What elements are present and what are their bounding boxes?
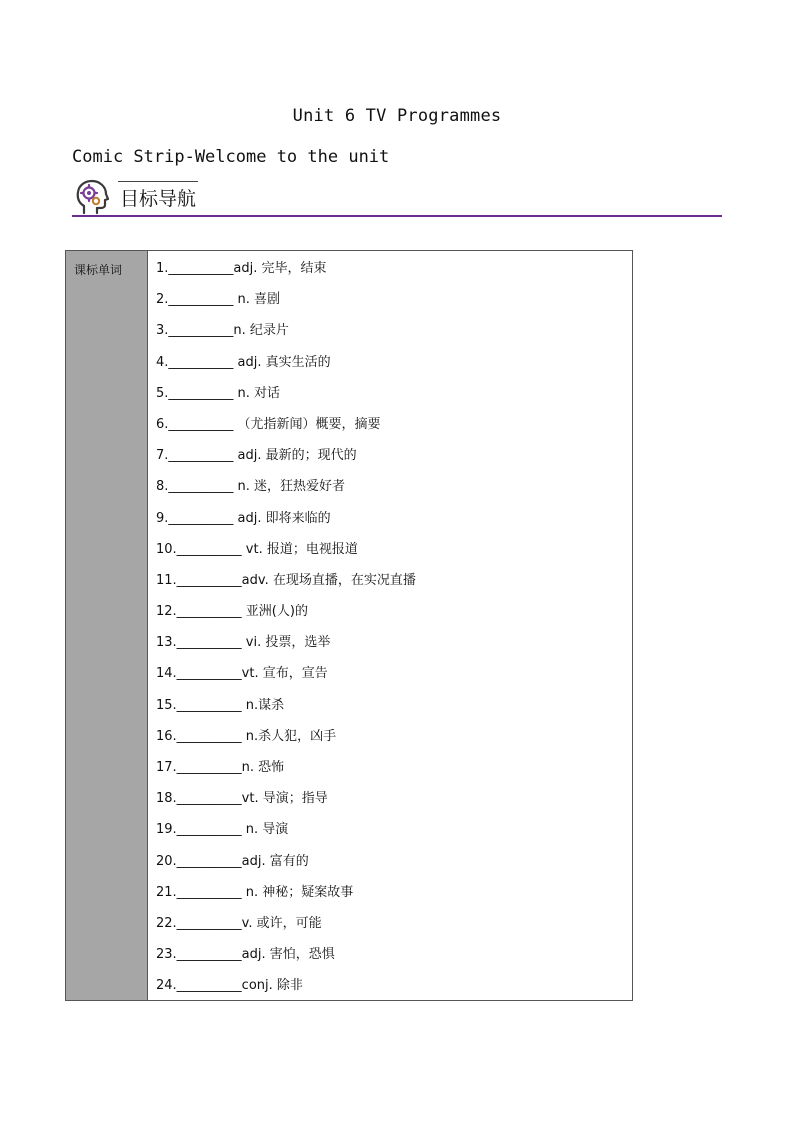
vocab-item: 4.__________ adj. 真实生活的	[156, 354, 331, 370]
vocab-item: 7.__________ adj. 最新的；现代的	[156, 448, 357, 464]
vocab-item: 14.__________vt. 宣布，宣告	[156, 666, 328, 682]
vocab-item: 5.__________ n. 对话	[156, 385, 281, 401]
vocab-item: 3.__________n. 纪录片	[156, 323, 289, 339]
vocab-item: 10.__________ vt. 报道；电视报道	[156, 541, 358, 557]
vocab-item: 9.__________ adj. 即将来临的	[156, 510, 331, 526]
vocab-item: 23.__________adj. 害怕，恐惧	[156, 947, 335, 963]
section-title: 目标导航	[120, 188, 197, 210]
head-gears-icon	[75, 179, 109, 215]
vocab-label-cell: 课标单词	[66, 251, 148, 1000]
section-header	[72, 177, 722, 219]
vocab-items-cell	[148, 251, 632, 1000]
vocab-item: 24.__________conj. 除非	[156, 978, 303, 994]
vocab-table	[65, 250, 633, 1001]
vocab-item: 8.__________ n. 迷，狂热爱好者	[156, 479, 346, 495]
vocab-item: 12.__________ 亚洲(人)的	[156, 604, 308, 620]
vocab-item: 21.__________ n. 神秘；疑案故事	[156, 884, 354, 900]
vocab-item: 17.__________n. 恐怖	[156, 760, 285, 775]
vocab-item: 11.__________adv. 在现场直播，在实况直播	[156, 572, 416, 588]
lesson-title: Comic Strip-Welcome to the unit	[72, 147, 390, 167]
vocab-item: 18.__________vt. 导演；指导	[156, 791, 328, 807]
vocab-item: 19.__________ n. 导演	[156, 822, 289, 838]
unit-title: Unit 6 TV Programmes	[292, 106, 502, 126]
section-divider	[72, 215, 722, 217]
vocab-item: 16.__________ n.杀人犯，凶手	[156, 728, 337, 744]
section-overline	[118, 181, 198, 182]
vocab-item: 15.__________ n.谋杀	[156, 697, 285, 713]
vocab-item: 13.__________ vi. 投票，选举	[156, 635, 331, 651]
vocab-item: 1.__________adj. 完毕，结束	[156, 261, 327, 276]
vocab-item: 6.__________ （尤指新闻）概要，摘要	[156, 416, 381, 432]
vocab-item: 22.__________v. 或许，可能	[156, 915, 322, 931]
vocab-item: 20.__________adj. 富有的	[156, 853, 309, 869]
vocab-item: 2.__________ n. 喜剧	[156, 292, 281, 308]
